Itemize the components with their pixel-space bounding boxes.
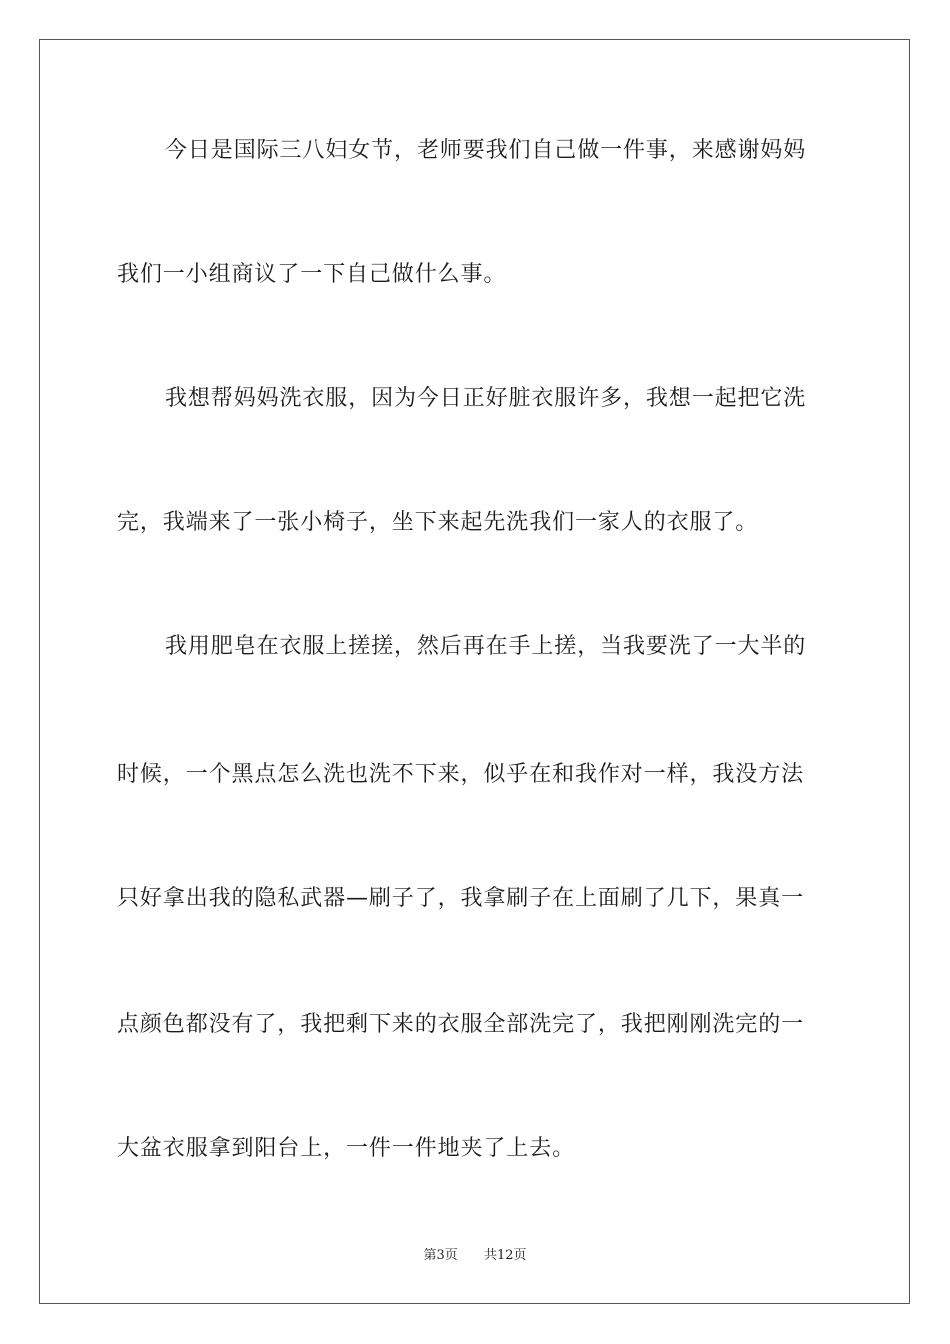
page-number: 第3页	[423, 1248, 458, 1263]
paragraph-3-line-5: 大盆衣服拿到阳台上，一件一件地夹了上去。	[117, 1136, 576, 1161]
paragraph-1-line-2: 我们一小组商议了一下自己做什么事。	[117, 262, 507, 287]
paragraph-3-line-3: 只好拿出我的隐私武器—刷子了，我拿刷子在上面刷了几下，果真一	[117, 886, 805, 911]
total-pages: 共12页	[484, 1248, 527, 1263]
paragraph-3-line-4: 点颜色都没有了，我把剩下来的衣服全部洗完了，我把刚刚洗完的一	[117, 1012, 805, 1037]
paragraph-3-line-2: 时候，一个黑点怎么洗也洗不下来，似乎在和我作对一样，我没方法	[117, 762, 805, 787]
paragraph-1-line-1: 今日是国际三八妇女节，老师要我们自己做一件事，来感谢妈妈	[165, 138, 807, 163]
paragraph-2-line-2: 完，我端来了一张小椅子，坐下来起先洗我们一家人的衣服了。	[117, 510, 759, 535]
page-footer	[0, 1244, 950, 1263]
paragraph-3-line-1: 我用肥皂在衣服上搓搓，然后再在手上搓，当我要洗了一大半的	[165, 634, 807, 659]
paragraph-2-line-1: 我想帮妈妈洗衣服，因为今日正好脏衣服许多，我想一起把它洗	[165, 386, 807, 411]
page-frame	[39, 39, 910, 1304]
